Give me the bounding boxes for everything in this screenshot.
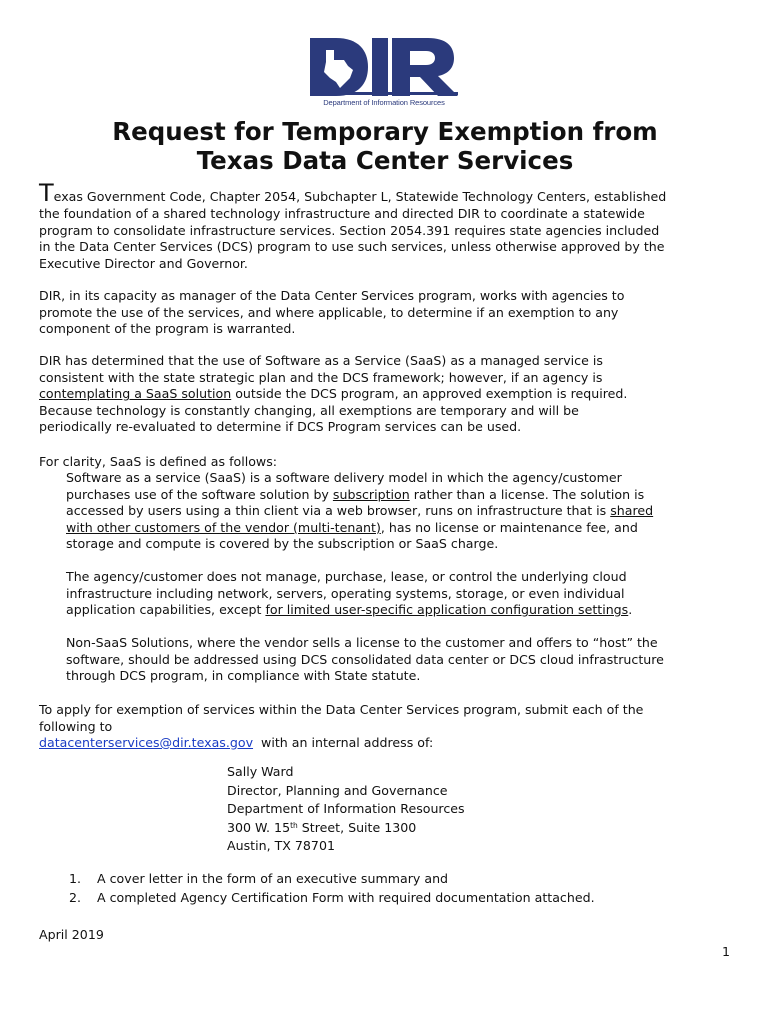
intro-line-5: Executive Director and Governor.: [39, 255, 248, 271]
saas-def-line-2-post: rather than a license. The solution is: [409, 486, 645, 502]
logo-caption: Department of Information Resources: [323, 98, 445, 107]
apply-after-email: with an internal address of:: [253, 735, 434, 750]
address-city: Austin, TX 78701: [227, 838, 335, 853]
address-street-pre: 300 W. 15: [227, 819, 291, 835]
list-item-number: 1.: [69, 871, 82, 886]
underlined-subscription: subscription: [332, 486, 410, 502]
address-street: [227, 819, 465, 838]
dir-logo-icon: [306, 36, 462, 98]
saas-control-paragraph: [66, 569, 746, 619]
list-item-text: A completed Agency Certification Form with required documentation attached.: [97, 890, 595, 905]
saas-def-line-3: [66, 503, 746, 520]
address-org: Department of Information Resources: [227, 801, 465, 816]
saas-definition: [66, 470, 746, 553]
intro-line-3: program to consolidate infrastructure services. Section 2054.391 requires state agencies included: [39, 222, 660, 238]
para3-line-1: DIR has determined that the use of Software as a Service (SaaS) as a managed service is: [39, 353, 603, 368]
saas-control-line-1: The agency/customer does not manage, purchase, lease, or control the underlying cloud: [66, 569, 627, 584]
non-saas-paragraph: [66, 635, 746, 685]
saas-lead-text: For clarity, SaaS is defined as follows:: [39, 454, 278, 469]
title-line-1: Request for Temporary Exemption from: [112, 117, 658, 146]
address-street-sup: th: [290, 820, 298, 830]
para2-line-2: promote the use of the services, and where applicable, to determine if an exemption to any: [39, 304, 619, 320]
saas-control-line-3-pre: application capabilities, except: [66, 602, 266, 617]
non-saas-line-3: through DCS program, in compliance with State statute.: [66, 668, 421, 683]
title-line-2: Texas Data Center Services: [196, 146, 574, 175]
dir-logo: [306, 36, 462, 110]
underlined-config-settings: for limited user-specific application configuration settings: [265, 602, 629, 617]
para2-line-3: component of the program is warranted.: [39, 321, 296, 336]
address-role: Director, Planning and Governance: [227, 782, 448, 798]
para3-line-3-rest: outside the DCS program, an approved exemption is required.: [231, 386, 628, 401]
apply-line-1: To apply for exemption of services within the Data Center Services program, submit each of the: [39, 702, 644, 717]
para3-line-4: Because technology is constantly changing, all exemptions are temporary and will be: [39, 402, 579, 418]
underlined-multi-tenant: with other customers of the vendor (multi-tenant): [66, 519, 381, 535]
intro-paragraph: [39, 206, 739, 272]
list-item-text: A cover letter in the form of an executive summary and: [97, 871, 449, 886]
saas-def-line-5: storage and compute is covered by the subscription or SaaS charge.: [66, 536, 499, 551]
saas-lead: [39, 454, 739, 471]
saas-control-line-2: infrastructure including network, servers, operating systems, storage, or even individual: [66, 585, 625, 601]
list-item: [69, 889, 595, 907]
intro-text-1: exas Government Code, Chapter 2054, Subchapter L, Statewide Technology Centers, established: [53, 189, 667, 204]
address-street-post: Street, Suite 1300: [297, 819, 417, 835]
saas-def-line-2-pre: purchases use of the software solution by: [66, 486, 333, 502]
saas-def-line-4: [66, 520, 746, 537]
para3-line-5: periodically re-evaluated to determine if DCS Program services can be used.: [39, 419, 522, 434]
intro-dropcap: T: [39, 179, 54, 207]
intro-line-1: [39, 179, 667, 207]
apply-line-2: following to: [39, 718, 113, 734]
intro-line-2: the foundation of a shared technology infrastructure and directed DIR to coordinate a statewide: [39, 206, 645, 221]
para3-line-2: consistent with the state strategic plan and the DCS framework; however, if an agency is: [39, 369, 603, 385]
list-item: [69, 870, 448, 888]
para2-line-1: DIR, in its capacity as manager of the Data Center Services program, works with agencies to: [39, 288, 625, 303]
list-item-number: 2.: [69, 890, 82, 905]
intro-line-4: in the Data Center Services (DCS) program to use such services, unless otherwise approved by the: [39, 239, 665, 254]
non-saas-line-2: software, should be addressed using DCS consolidated data center or DCS cloud infrastructure: [66, 651, 664, 667]
para3-line-3: [39, 386, 739, 403]
footer-date: April 2019: [39, 927, 104, 942]
underlined-shared: shared: [610, 503, 654, 518]
saas-def-line-3-pre: accessed by users using a thin client via a web browser, runs on infrastructure that is: [66, 503, 611, 518]
page-number: 1: [722, 944, 731, 959]
paragraph-dir-capacity: [39, 288, 739, 338]
saas-control-line-3: [66, 602, 746, 619]
saas-def-line-4-post: , has no license or maintenance fee, and: [380, 519, 638, 535]
page-title: [0, 117, 770, 175]
saas-def-line-1: Software as a service (SaaS) is a software delivery model in which the agency/customer: [66, 470, 622, 485]
non-saas-line-1: Non-SaaS Solutions, where the vendor sells a license to the customer and offers to “host” the: [66, 635, 658, 650]
saas-control-line-3-post: .: [628, 602, 633, 617]
paragraph-saas-determination: [39, 353, 739, 436]
apply-line-3: [39, 735, 739, 752]
saas-def-line-2: [66, 487, 746, 504]
underlined-saas-solution: contemplating a SaaS solution: [39, 386, 232, 401]
address-name: Sally Ward: [227, 764, 294, 779]
email-link[interactable]: datacenterservices@dir.texas.gov: [39, 735, 254, 750]
apply-paragraph: [39, 702, 739, 752]
mailing-address: [227, 763, 465, 856]
